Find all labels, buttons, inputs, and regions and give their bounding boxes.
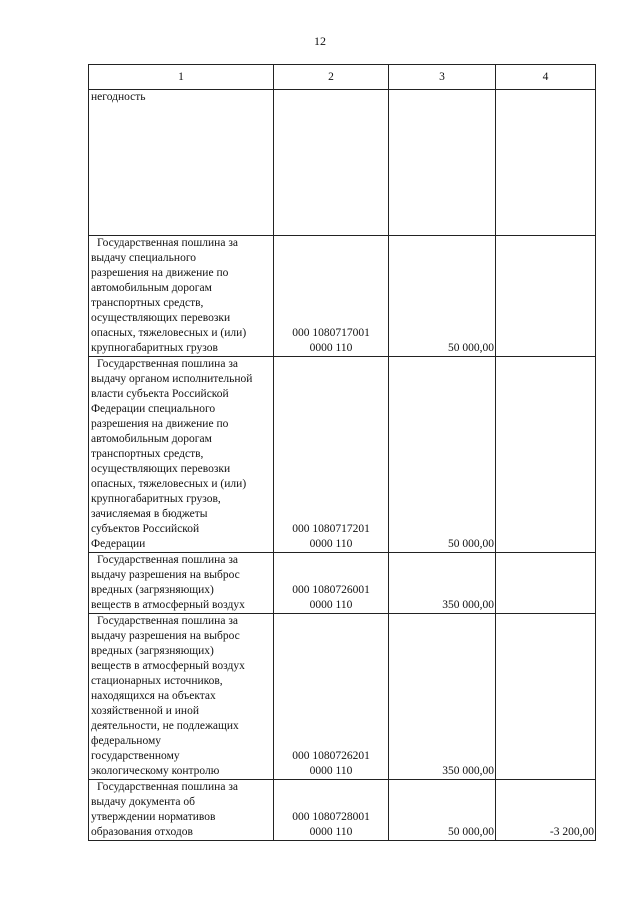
budget-code-cell — [274, 614, 389, 780]
revenue-name-line: веществ в атмосферный воздух — [91, 599, 245, 611]
revenue-name-line: Федерации — [91, 538, 146, 550]
amount-cell: 50 000,00 — [389, 357, 496, 553]
revenue-name-line: зачисляемая в бюджеты — [91, 508, 208, 520]
revenue-name-line: вредных (загрязняющих) — [91, 645, 214, 657]
budget-code-cell — [274, 236, 389, 357]
revenue-name-line: утверждении нормативов — [91, 811, 216, 823]
revenue-name-cell — [89, 780, 274, 841]
revenue-name-cell — [89, 236, 274, 357]
budget-code-line: 000 1080726201 — [292, 750, 370, 762]
revenue-table — [88, 64, 596, 841]
budget-code-line: 000 1080726001 — [292, 584, 370, 596]
column-header-1: 1 — [89, 65, 274, 90]
table-row — [89, 236, 596, 357]
revenue-name-line: автомобильным дорогам — [91, 282, 212, 294]
budget-code-cell — [274, 90, 389, 236]
table-row — [89, 553, 596, 614]
amount-cell: 50 000,00 — [389, 780, 496, 841]
budget-code-line: 0000 110 — [309, 765, 353, 777]
page-number: 12 — [314, 34, 326, 48]
revenue-name-line: веществ в атмосферный воздух — [91, 660, 245, 672]
revenue-name-line: Государственная пошлина за — [97, 781, 238, 793]
change-amount-cell — [496, 236, 596, 357]
table-row — [89, 780, 596, 841]
table-row — [89, 90, 596, 236]
revenue-name-line: опасных, тяжеловесных и (или) — [91, 478, 247, 490]
revenue-name-line: находящихся на объектах — [91, 690, 216, 702]
table-row — [89, 357, 596, 553]
revenue-name-line: Государственная пошлина за — [97, 554, 238, 566]
change-amount-cell — [496, 614, 596, 780]
change-amount-cell — [496, 553, 596, 614]
budget-code-line: 000 1080717201 — [292, 523, 370, 535]
revenue-name-line: государственному — [91, 750, 180, 762]
revenue-name-line: Государственная пошлина за — [97, 358, 238, 370]
revenue-name-line: Государственная пошлина за — [97, 237, 238, 249]
revenue-name-line: экологическому контролю — [91, 765, 220, 777]
revenue-name-cell — [89, 90, 274, 236]
budget-code-line: 0000 110 — [309, 538, 353, 550]
revenue-name-line: стационарных источников, — [91, 675, 223, 687]
revenue-name-line: негодность — [91, 91, 146, 103]
revenue-name-cell — [89, 357, 274, 553]
amount-cell — [389, 90, 496, 236]
change-amount-cell — [496, 90, 596, 236]
budget-code-line: 0000 110 — [309, 826, 353, 838]
table-row — [89, 614, 596, 780]
revenue-name-line: Федерации специального — [91, 403, 216, 415]
budget-code-cell — [274, 553, 389, 614]
revenue-name-cell — [89, 614, 274, 780]
table-header-row — [89, 65, 596, 90]
revenue-name-cell — [89, 553, 274, 614]
amount-cell: 50 000,00 — [389, 236, 496, 357]
revenue-name-line: федеральному — [91, 735, 162, 747]
revenue-name-line: власти субъекта Российской — [91, 388, 229, 400]
revenue-name-line: разрешения на движение по — [91, 267, 229, 279]
revenue-name-line: транспортных средств, — [91, 448, 204, 460]
revenue-name-line: образования отходов — [91, 826, 193, 838]
column-header-3: 3 — [389, 65, 496, 90]
revenue-name-line: осуществляющих перевозки — [91, 312, 231, 324]
change-amount-cell — [496, 357, 596, 553]
revenue-name-line: субъектов Российской — [91, 523, 200, 535]
revenue-name-line: вредных (загрязняющих) — [91, 584, 214, 596]
budget-code-line: 0000 110 — [309, 342, 353, 354]
budget-code-line: 0000 110 — [309, 599, 353, 611]
budget-code-line: 000 1080717001 — [292, 327, 370, 339]
column-header-2: 2 — [274, 65, 389, 90]
revenue-name-line: опасных, тяжеловесных и (или) — [91, 327, 247, 339]
amount-cell: 350 000,00 — [389, 553, 496, 614]
revenue-name-line: крупногабаритных грузов — [91, 342, 218, 354]
amount-cell: 350 000,00 — [389, 614, 496, 780]
change-amount-cell: -3 200,00 — [496, 780, 596, 841]
revenue-name-line: транспортных средств, — [91, 297, 204, 309]
revenue-name-line: выдачу документа об — [91, 796, 195, 808]
revenue-name-line: выдачу специального — [91, 252, 197, 264]
budget-code-line: 000 1080728001 — [292, 811, 370, 823]
column-header-4: 4 — [496, 65, 596, 90]
revenue-name-line: выдачу органом исполнительной — [91, 373, 253, 385]
budget-code-cell — [274, 780, 389, 841]
revenue-name-line: выдачу разрешения на выброс — [91, 630, 240, 642]
revenue-name-line: выдачу разрешения на выброс — [91, 569, 240, 581]
revenue-name-line: хозяйственной и иной — [91, 705, 199, 717]
revenue-name-line: осуществляющих перевозки — [91, 463, 231, 475]
revenue-name-line: крупногабаритных грузов, — [91, 493, 221, 505]
revenue-name-line: автомобильным дорогам — [91, 433, 212, 445]
budget-code-cell — [274, 357, 389, 553]
revenue-name-line: Государственная пошлина за — [97, 615, 238, 627]
revenue-name-line: деятельности, не подлежащих — [91, 720, 239, 732]
revenue-name-line: разрешения на движение по — [91, 418, 229, 430]
